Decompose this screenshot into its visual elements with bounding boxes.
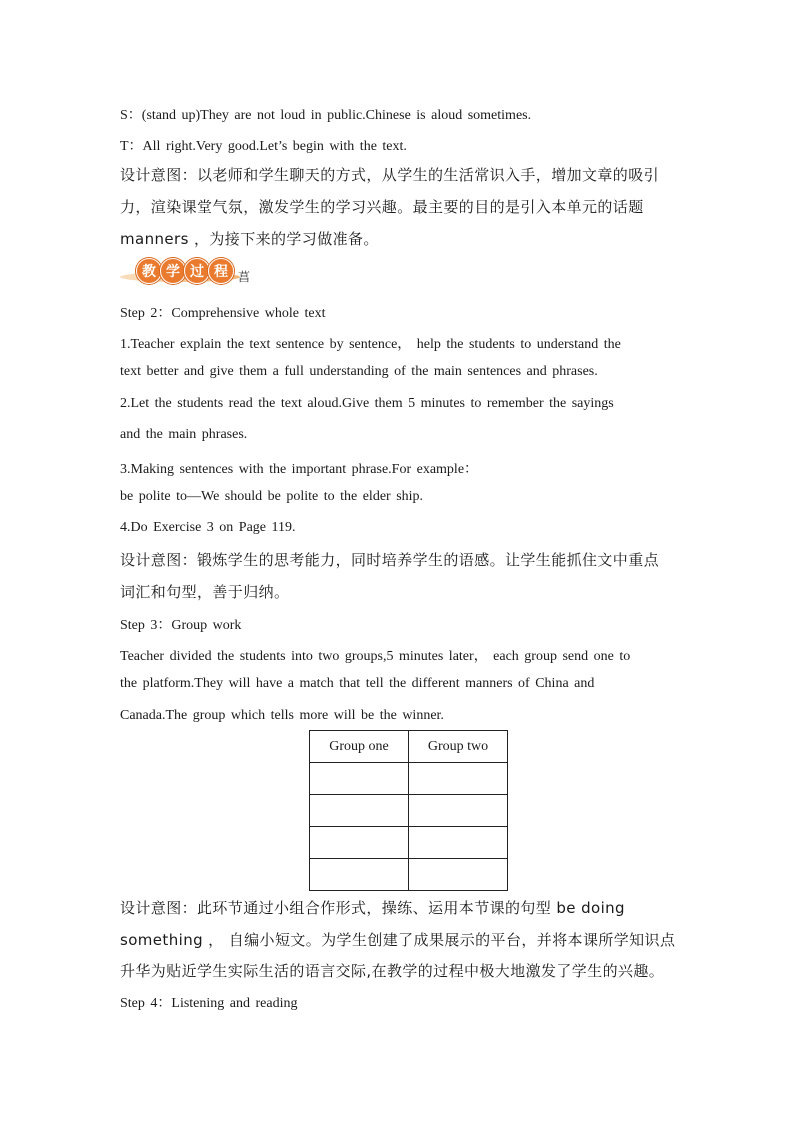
design-intent-line: 词汇和句型，善于归纳。 bbox=[120, 583, 290, 601]
design-intent-line: 设计意图：此环节通过小组合作形式，操练、运用本节课的句型 be doing bbox=[120, 899, 625, 917]
table-cell bbox=[409, 859, 508, 891]
banner-char: 过 bbox=[184, 258, 210, 284]
table-header-cell: Group two bbox=[409, 731, 508, 763]
text-line: 4.Do Exercise 3 on Page 119. bbox=[120, 520, 296, 535]
banner-char: 学 bbox=[160, 258, 186, 284]
table-cell bbox=[310, 795, 409, 827]
design-intent-line: 设计意图：锻炼学生的思考能力，同时培养学生的语感。让学生能抓住文中重点 bbox=[120, 551, 660, 569]
text-line: text better and give them a full understanding of the main sentences and phrases. bbox=[120, 364, 598, 379]
design-intent-line: manners ，为接下来的学习做准备。 bbox=[120, 230, 379, 248]
table-header-row bbox=[310, 731, 508, 763]
teaching-process-banner bbox=[120, 258, 250, 286]
text-line: Teacher divided the students into two groups,5 minutes later， each group send one to bbox=[120, 649, 631, 664]
banner-char: 教 bbox=[136, 258, 162, 284]
table-header-cell: Group one bbox=[310, 731, 409, 763]
step-heading: Step 3：Group work bbox=[120, 618, 242, 633]
text-line: be polite to—We should be polite to the elder ship. bbox=[120, 489, 424, 504]
table-cell bbox=[310, 827, 409, 859]
table-cell bbox=[310, 859, 409, 891]
design-intent-line: 升华为贴近学生实际生活的语言交际,在教学的过程中极大地激发了学生的兴趣。 bbox=[120, 962, 665, 980]
design-intent-line: something ， 自编小短文。为学生创建了成果展示的平台，并将本课所学知识点 bbox=[120, 931, 676, 949]
table-cell bbox=[310, 763, 409, 795]
table-cell bbox=[409, 763, 508, 795]
table-cell bbox=[409, 827, 508, 859]
group-table bbox=[309, 730, 508, 891]
design-intent-line: 设计意图：以老师和学生聊天的方式，从学生的生活常识入手，增加文章的吸引 bbox=[120, 166, 660, 184]
dialogue-line-student: S：(stand up)They are not loud in public.Chinese is aloud sometimes. bbox=[120, 108, 532, 123]
banner-char: 程 bbox=[208, 258, 234, 284]
table-row bbox=[310, 827, 508, 859]
text-line: and the main phrases. bbox=[120, 427, 248, 442]
table-row bbox=[310, 859, 508, 891]
table-row bbox=[310, 763, 508, 795]
step-heading: Step 2：Comprehensive whole text bbox=[120, 306, 326, 321]
text-line: the platform.They will have a match that tell the different manners of China and bbox=[120, 676, 595, 691]
design-intent-line: 力，渲染课堂气氛，激发学生的学习兴趣。最主要的目的是引入本单元的话题 bbox=[120, 198, 644, 216]
text-line: 2.Let the students read the text aloud.Give them 5 minutes to remember the sayings bbox=[120, 396, 614, 411]
text-line: Canada.The group which tells more will be the winner. bbox=[120, 708, 444, 723]
text-line: 1.Teacher explain the text sentence by sentence， help the students to understand the bbox=[120, 337, 621, 352]
dialogue-line-teacher: T：All right.Very good.Let’s begin with the text. bbox=[120, 139, 407, 154]
text-line: 3.Making sentences with the important phrase.For example： bbox=[120, 462, 479, 477]
table-row bbox=[310, 795, 508, 827]
table-cell bbox=[409, 795, 508, 827]
step-heading: Step 4：Listening and reading bbox=[120, 996, 298, 1011]
banner-tail: 菖 bbox=[238, 270, 251, 284]
